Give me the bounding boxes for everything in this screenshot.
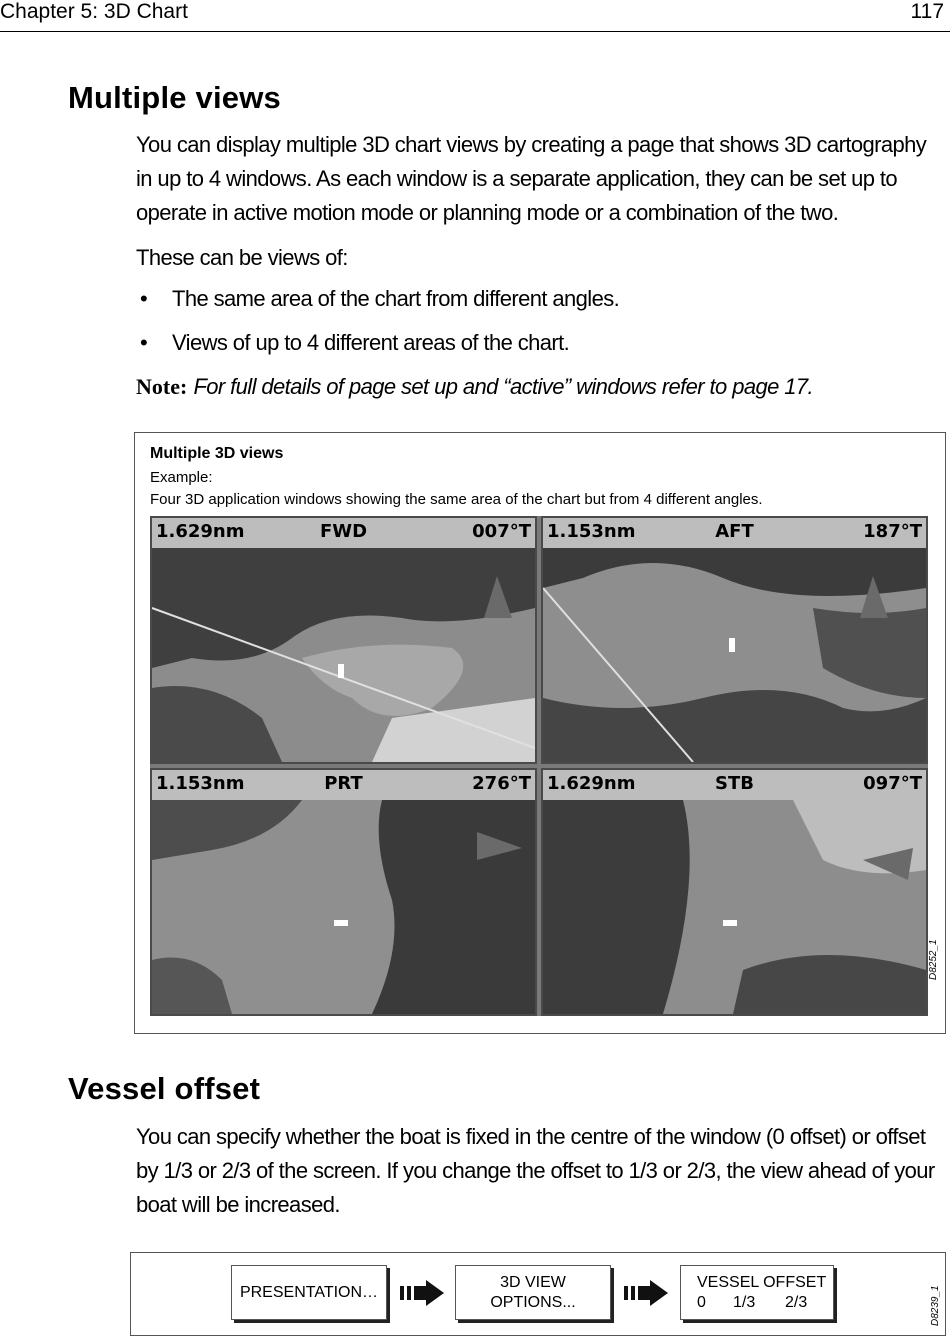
view-label: FWD xyxy=(319,521,368,542)
boat-icon xyxy=(729,638,735,652)
range-label: 1.629nm xyxy=(156,521,245,542)
vessel-offset-heading: Vessel offset xyxy=(68,1071,261,1106)
figure-caption xyxy=(150,467,763,511)
bullet-text: Views of up to 4 different areas of the chart. xyxy=(172,330,570,355)
heading-label: 097°T xyxy=(863,773,922,794)
window-status-bar xyxy=(543,770,926,800)
boat-icon xyxy=(723,920,737,926)
offset-options xyxy=(697,1293,833,1313)
figure-id: D8239_1 xyxy=(930,1285,941,1326)
figure-title: Multiple 3D views xyxy=(150,445,284,462)
page-number: 117 xyxy=(910,0,944,23)
window-status-bar xyxy=(543,518,926,548)
note-text: For full details of page set up and “active” windows refer to page 17. xyxy=(193,374,814,399)
heading-label: 276°T xyxy=(472,773,531,794)
boat-icon xyxy=(334,920,348,926)
bullet-dot-icon: • xyxy=(140,286,148,311)
chapter-header: Chapter 5: 3D Chart xyxy=(0,0,188,23)
arrow-right-icon xyxy=(624,1280,670,1306)
presentation-softkey[interactable]: PRESENTATION… xyxy=(231,1265,387,1320)
bullet-dot-icon: • xyxy=(140,330,148,355)
intro-line: You can display multiple 3D chart views by creating a page that shows 3D cartography xyxy=(136,132,927,157)
view-label: STB xyxy=(715,773,754,794)
intro-line: operate in active motion mode or planning mode or a combination of the two. xyxy=(136,200,839,225)
offset-option[interactable]: 2/3 xyxy=(785,1294,808,1311)
bullet-text: The same area of the chart from different angles. xyxy=(172,286,620,311)
paragraph-line: You can specify whether the boat is fixed in the centre of the window (0 offset) or offset xyxy=(136,1124,926,1149)
heading-label: 187°T xyxy=(863,521,922,542)
offset-option[interactable]: 1/3 xyxy=(733,1294,756,1311)
figure-id: D8252_1 xyxy=(928,939,939,980)
chart-window-prt[interactable] xyxy=(150,768,537,1016)
softkey-line: 3D VIEW xyxy=(500,1274,566,1291)
paragraph-line: boat will be increased. xyxy=(136,1192,340,1217)
intro-line: in up to 4 windows. As each window is a separate application, they can be set up to xyxy=(136,166,898,191)
arrow-right-icon xyxy=(400,1280,446,1306)
note-label: Note: xyxy=(136,374,188,399)
bullet-item xyxy=(140,286,619,312)
softkey-title: VESSEL OFFSET xyxy=(697,1274,827,1291)
vessel-offset-paragraph xyxy=(136,1120,948,1222)
caption-line: Four 3D application windows showing the same area of the chart but from 4 different angles. xyxy=(150,491,763,508)
range-label: 1.153nm xyxy=(547,521,636,542)
aerial-3d-view xyxy=(152,548,535,762)
boat-icon xyxy=(338,664,344,678)
chart-windows-grid xyxy=(150,516,928,1016)
window-status-bar xyxy=(152,518,535,548)
caption-line: Example: xyxy=(150,469,213,486)
window-status-bar xyxy=(152,770,535,800)
vessel-offset-softkey[interactable] xyxy=(680,1265,834,1320)
aerial-3d-view xyxy=(152,800,535,1014)
aerial-3d-view xyxy=(543,548,926,762)
bullet-item xyxy=(140,330,569,356)
header-rule xyxy=(0,31,950,32)
paragraph-line: by 1/3 or 2/3 of the screen. If you change the offset to 1/3 or 2/3, the view ahead of your xyxy=(136,1158,935,1183)
aerial-3d-view xyxy=(543,800,926,1014)
offset-option[interactable]: 0 xyxy=(697,1294,706,1311)
intro-paragraph xyxy=(136,128,948,230)
note xyxy=(136,374,813,400)
3d-view-options-softkey[interactable] xyxy=(455,1265,611,1320)
heading-label: 007°T xyxy=(472,521,531,542)
softkey-line: OPTIONS... xyxy=(490,1294,576,1311)
multiple-views-heading: Multiple views xyxy=(68,80,281,115)
chart-window-fwd[interactable] xyxy=(150,516,537,764)
views-of-paragraph: These can be views of: xyxy=(136,245,348,270)
range-label: 1.153nm xyxy=(156,773,245,794)
range-label: 1.629nm xyxy=(547,773,636,794)
chart-window-aft[interactable] xyxy=(541,516,928,764)
view-label: PRT xyxy=(324,773,363,794)
view-label: AFT xyxy=(715,521,754,542)
chart-window-stb[interactable] xyxy=(541,768,928,1016)
